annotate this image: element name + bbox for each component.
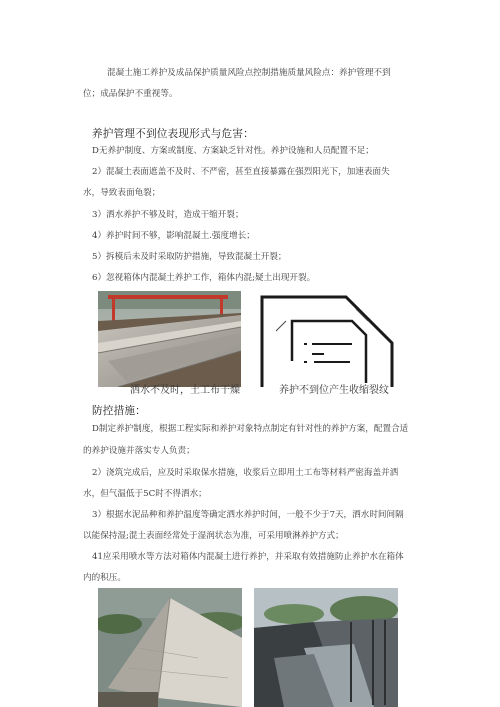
risk-item-1: D无养护制度、方案或制度、方案缺乏针对性。养护设施和人员配置不足； [92, 146, 374, 156]
control-item-4-cont: 内的积压。 [83, 573, 126, 583]
control-item-3-cont: 以能保持湿;混土表面经常处于湿润状态为准，可采用喷淋养护方式； [83, 531, 344, 541]
control-item-2-cont: 水，但气温低于5C时不得洒水； [83, 489, 207, 499]
control-item-3: 3）根据水泥品种和养护温度等确定洒水养护时间，一般不少于7天，洒水时间间隔 [92, 510, 404, 520]
photo-covered-pier [98, 588, 242, 707]
caption-right: 养护不到位产生收缩裂纹 [279, 385, 389, 396]
risk-item-2: 2）混凝土表面遮盖不及时、不严密，甚至直接暴露在强烈阳光下，加速表面失 [92, 167, 390, 177]
risk-item-3: 3）洒水养护不够及时，造成干缩开裂； [92, 210, 244, 220]
risk-item-5: 5）拆模后未及时采取防护措施，导致混凝土开裂； [92, 252, 287, 262]
section-heading-control: 防控措施： [92, 405, 146, 417]
control-item-1-cont: 的养护设施并落实专人负责； [83, 446, 195, 456]
caption-left: 洒水不及时，土工布干燥 [130, 385, 240, 396]
control-item-2: 2）浇筑完成后，应及时采取保水措施，收浆后立即用土工布等材料严密海盖并洒 [92, 468, 399, 478]
risk-item-2-cont: 水，导致表面龟裂； [83, 188, 161, 198]
control-item-1: D制定养护制度，根据工程实际和养护对象特点制定有针对性的养护方案，配置合适 [92, 424, 409, 434]
photo-trench-curing [254, 588, 398, 707]
control-item-4: 41应采用喷水等方法对箱体内混凝土进行养护，并采取有效措施防止养护水在箱体 [92, 552, 404, 562]
photo-dry-geotextile [98, 291, 241, 387]
section-heading-risk: 养护管理不到位表现形式与危害： [92, 128, 254, 140]
risk-item-4: 4）养护时间不够，影响混凝土.强度增长； [92, 231, 255, 241]
risk-item-6: 6）忽视箱体内混凝土养护工作，箱体内混;疑土出现开裂。 [92, 273, 316, 283]
intro-line-2: 位；成品保护不重视等。 [83, 89, 178, 99]
diagram-shrinkage-crack [256, 291, 398, 387]
intro-line-1: 混凝土施工养护及成品保护质量风险点控制措施质量风险点：养护管理不到 [107, 68, 391, 78]
